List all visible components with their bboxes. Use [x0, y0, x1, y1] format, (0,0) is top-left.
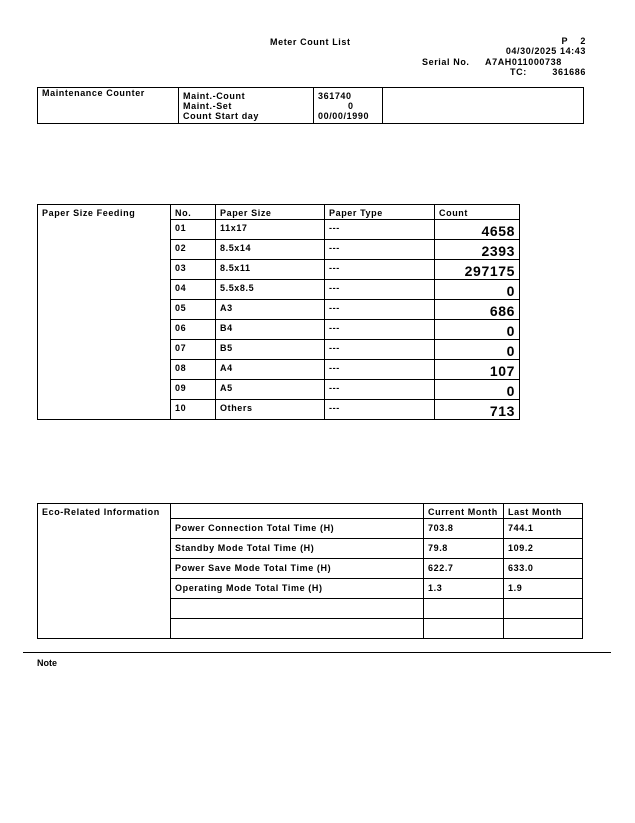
- eco-current-cell: 79.8: [424, 539, 504, 559]
- paper-header-row: [38, 205, 520, 220]
- eco-current-cell: 622.7: [424, 559, 504, 579]
- paper-count-cell: 2393: [435, 240, 520, 260]
- eco-label-cell: Standby Mode Total Time (H): [171, 539, 424, 559]
- paper-type-cell: ---: [325, 400, 435, 420]
- paper-type-cell: ---: [325, 320, 435, 340]
- maint-set-value: 0: [348, 101, 354, 111]
- tc-label: TC:: [510, 67, 527, 77]
- eco-blank-cell: [171, 599, 424, 619]
- report-title: Meter Count List: [270, 37, 351, 47]
- paper-count-cell: 0: [435, 340, 520, 360]
- paper-type-cell: ---: [325, 300, 435, 320]
- paper-type-cell: ---: [325, 220, 435, 240]
- report-datetime: 04/30/2025 14:43: [505, 46, 586, 56]
- page-number: P 2: [561, 36, 586, 46]
- eco-last-cell: 744.1: [504, 519, 583, 539]
- tc-value: 361686: [552, 67, 586, 77]
- eco-blank-cell: [424, 619, 504, 639]
- maint-count-label: Maint.-Count: [183, 91, 246, 101]
- paper-type-cell: ---: [325, 360, 435, 380]
- maintenance-empty: [383, 88, 584, 124]
- paper-no-cell: 05: [171, 300, 216, 320]
- eco-blank-cell: [171, 619, 424, 639]
- paper-no-cell: 04: [171, 280, 216, 300]
- paper-count-cell: 297175: [435, 260, 520, 280]
- paper-size-cell: Others: [216, 400, 325, 420]
- paper-no-cell: 10: [171, 400, 216, 420]
- paper-type-cell: ---: [325, 280, 435, 300]
- col-paper-size: Paper Size: [216, 205, 325, 220]
- paper-size-cell: 8.5x14: [216, 240, 325, 260]
- eco-current-cell: 703.8: [424, 519, 504, 539]
- paper-size-cell: 5.5x8.5: [216, 280, 325, 300]
- paper-size-cell: 8.5x11: [216, 260, 325, 280]
- count-start-day-value: 00/00/1990: [318, 111, 370, 121]
- maintenance-section-label: Maintenance Counter: [38, 88, 179, 124]
- count-start-day-label: Count Start day: [183, 111, 260, 121]
- col-count: Count: [435, 205, 520, 220]
- note-label: Note: [37, 658, 57, 668]
- maint-set-label: Maint.-Set: [183, 101, 233, 111]
- eco-last-cell: 1.9: [504, 579, 583, 599]
- maint-count-value: 361740: [318, 91, 352, 101]
- eco-label-cell: Operating Mode Total Time (H): [171, 579, 424, 599]
- paper-type-cell: ---: [325, 380, 435, 400]
- col-no: No.: [171, 205, 216, 220]
- paper-size-cell: A4: [216, 360, 325, 380]
- paper-type-cell: ---: [325, 260, 435, 280]
- note-rule: [23, 652, 611, 653]
- paper-size-cell: 11x17: [216, 220, 325, 240]
- eco-last-cell: 633.0: [504, 559, 583, 579]
- paper-count-cell: 713: [435, 400, 520, 420]
- eco-label-cell: Power Connection Total Time (H): [171, 519, 424, 539]
- col-last-month: Last Month: [504, 504, 583, 519]
- serial-value: A7AH011000738: [485, 57, 562, 67]
- maintenance-values: [314, 88, 383, 124]
- paper-count-cell: 0: [435, 320, 520, 340]
- eco-label-cell: Power Save Mode Total Time (H): [171, 559, 424, 579]
- paper-count-cell: 0: [435, 280, 520, 300]
- serial-label: Serial No.: [422, 57, 470, 67]
- paper-no-cell: 02: [171, 240, 216, 260]
- paper-no-cell: 09: [171, 380, 216, 400]
- maintenance-table: [37, 87, 584, 124]
- paper-count-cell: 686: [435, 300, 520, 320]
- paper-size-cell: A3: [216, 300, 325, 320]
- paper-count-cell: 107: [435, 360, 520, 380]
- paper-no-cell: 07: [171, 340, 216, 360]
- eco-header-row: [38, 504, 583, 519]
- paper-no-cell: 03: [171, 260, 216, 280]
- eco-table: [37, 503, 583, 639]
- paper-size-table: [37, 204, 520, 420]
- paper-size-cell: B5: [216, 340, 325, 360]
- eco-blank-cell: [504, 619, 583, 639]
- paper-section-label: Paper Size Feeding: [38, 205, 171, 420]
- eco-section-label: Eco-Related Information: [38, 504, 171, 639]
- paper-type-cell: ---: [325, 240, 435, 260]
- col-paper-type: Paper Type: [325, 205, 435, 220]
- paper-count-cell: 0: [435, 380, 520, 400]
- maintenance-labels: [179, 88, 314, 124]
- eco-blank-cell: [424, 599, 504, 619]
- paper-type-cell: ---: [325, 340, 435, 360]
- paper-size-cell: B4: [216, 320, 325, 340]
- eco-last-cell: 109.2: [504, 539, 583, 559]
- paper-count-cell: 4658: [435, 220, 520, 240]
- paper-no-cell: 08: [171, 360, 216, 380]
- eco-current-cell: 1.3: [424, 579, 504, 599]
- paper-size-cell: A5: [216, 380, 325, 400]
- paper-no-cell: 06: [171, 320, 216, 340]
- col-current-month: Current Month: [424, 504, 504, 519]
- eco-header-blank: [171, 504, 424, 519]
- eco-blank-cell: [504, 599, 583, 619]
- paper-no-cell: 01: [171, 220, 216, 240]
